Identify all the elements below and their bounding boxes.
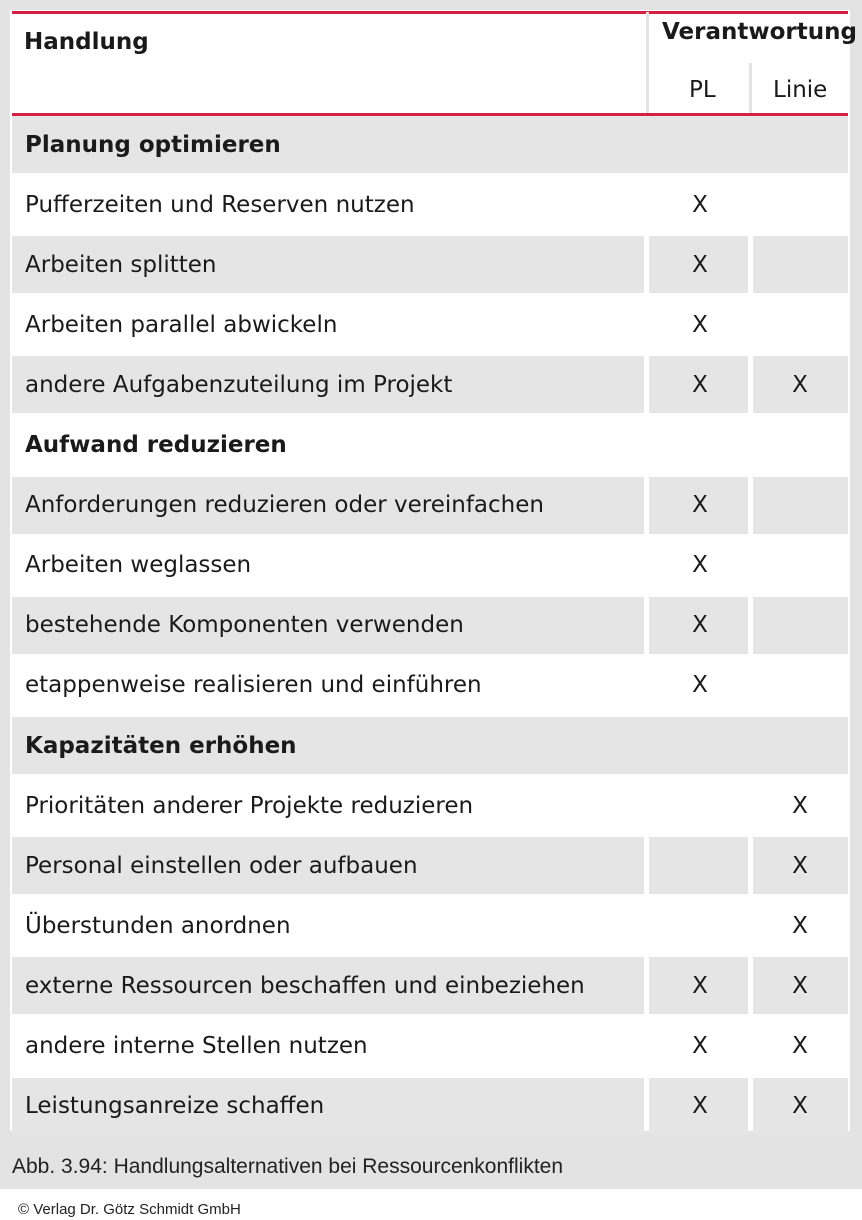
table-row <box>12 777 848 834</box>
action-label: Personal einstellen oder aufbauen <box>25 852 418 879</box>
row-shading <box>753 236 848 293</box>
header-responsibility: Verantwortung <box>662 19 857 45</box>
table-row <box>12 1018 848 1075</box>
table-row <box>12 537 848 594</box>
action-label: Arbeiten splitten <box>25 251 217 278</box>
pl-mark: X <box>692 612 708 639</box>
pl-mark: X <box>692 552 708 579</box>
pl-mark: X <box>692 972 708 999</box>
row-shading <box>753 477 848 534</box>
header-action: Handlung <box>24 29 149 55</box>
action-label: Leistungsanreize schaffen <box>25 1093 325 1120</box>
footer-bar <box>0 1189 862 1220</box>
row-shading <box>753 597 848 654</box>
table-row <box>12 236 848 293</box>
action-label: etappenweise realisieren und einführen <box>25 672 482 699</box>
table-row <box>12 657 848 714</box>
figure-caption: Abb. 3.94: Handlungsalternativen bei Ressourcenkonflikten <box>12 1155 564 1178</box>
action-label: bestehende Komponenten verwenden <box>25 612 464 639</box>
header-separator-left <box>646 12 649 114</box>
section-row <box>12 417 848 474</box>
linie-mark: X <box>792 912 808 939</box>
header-separator-mid <box>749 63 752 114</box>
section-row <box>12 717 848 774</box>
pl-mark: X <box>692 371 708 398</box>
table-row <box>12 1078 848 1135</box>
pl-mark: X <box>692 311 708 338</box>
action-label: andere Aufgabenzuteilung im Projekt <box>25 371 453 398</box>
table-row <box>12 897 848 954</box>
pl-mark: X <box>692 191 708 218</box>
linie-mark: X <box>792 371 808 398</box>
table-row <box>12 176 848 233</box>
action-label: Arbeiten parallel abwickeln <box>25 311 338 338</box>
action-label: Pufferzeiten und Reserven nutzen <box>25 191 415 218</box>
pl-mark: X <box>692 1093 708 1120</box>
copyright-text: © Verlag Dr. Götz Schmidt GmbH <box>18 1201 241 1218</box>
table-row <box>12 296 848 353</box>
section-label: Planung optimieren <box>25 131 281 158</box>
table-row <box>12 837 848 894</box>
linie-mark: X <box>792 1033 808 1060</box>
action-label: Prioritäten anderer Projekte reduzieren <box>25 792 474 819</box>
action-label: Arbeiten weglassen <box>25 552 252 579</box>
pl-mark: X <box>692 492 708 519</box>
section-label: Kapazitäten erhöhen <box>25 732 297 759</box>
responsibility-table <box>10 10 857 1131</box>
pl-mark: X <box>692 251 708 278</box>
action-label: andere interne Stellen nutzen <box>25 1033 368 1060</box>
linie-mark: X <box>792 792 808 819</box>
action-label: Überstunden anordnen <box>25 912 291 939</box>
table-row <box>12 597 848 654</box>
pl-mark: X <box>692 1033 708 1060</box>
table-row <box>12 477 848 534</box>
section-row <box>12 116 848 173</box>
section-label: Aufwand reduzieren <box>25 432 287 459</box>
action-label: externe Ressourcen beschaffen und einbeziehen <box>25 972 585 999</box>
linie-mark: X <box>792 852 808 879</box>
linie-mark: X <box>792 972 808 999</box>
table-row <box>12 957 848 1014</box>
header-linie: Linie <box>773 77 828 103</box>
table-row <box>12 356 848 413</box>
pl-mark: X <box>692 672 708 699</box>
action-label: Anforderungen reduzieren oder vereinfachen <box>25 492 544 519</box>
header-pl: PL <box>689 77 716 103</box>
row-shading <box>649 837 748 894</box>
header-top-rule <box>12 11 848 14</box>
linie-mark: X <box>792 1093 808 1120</box>
